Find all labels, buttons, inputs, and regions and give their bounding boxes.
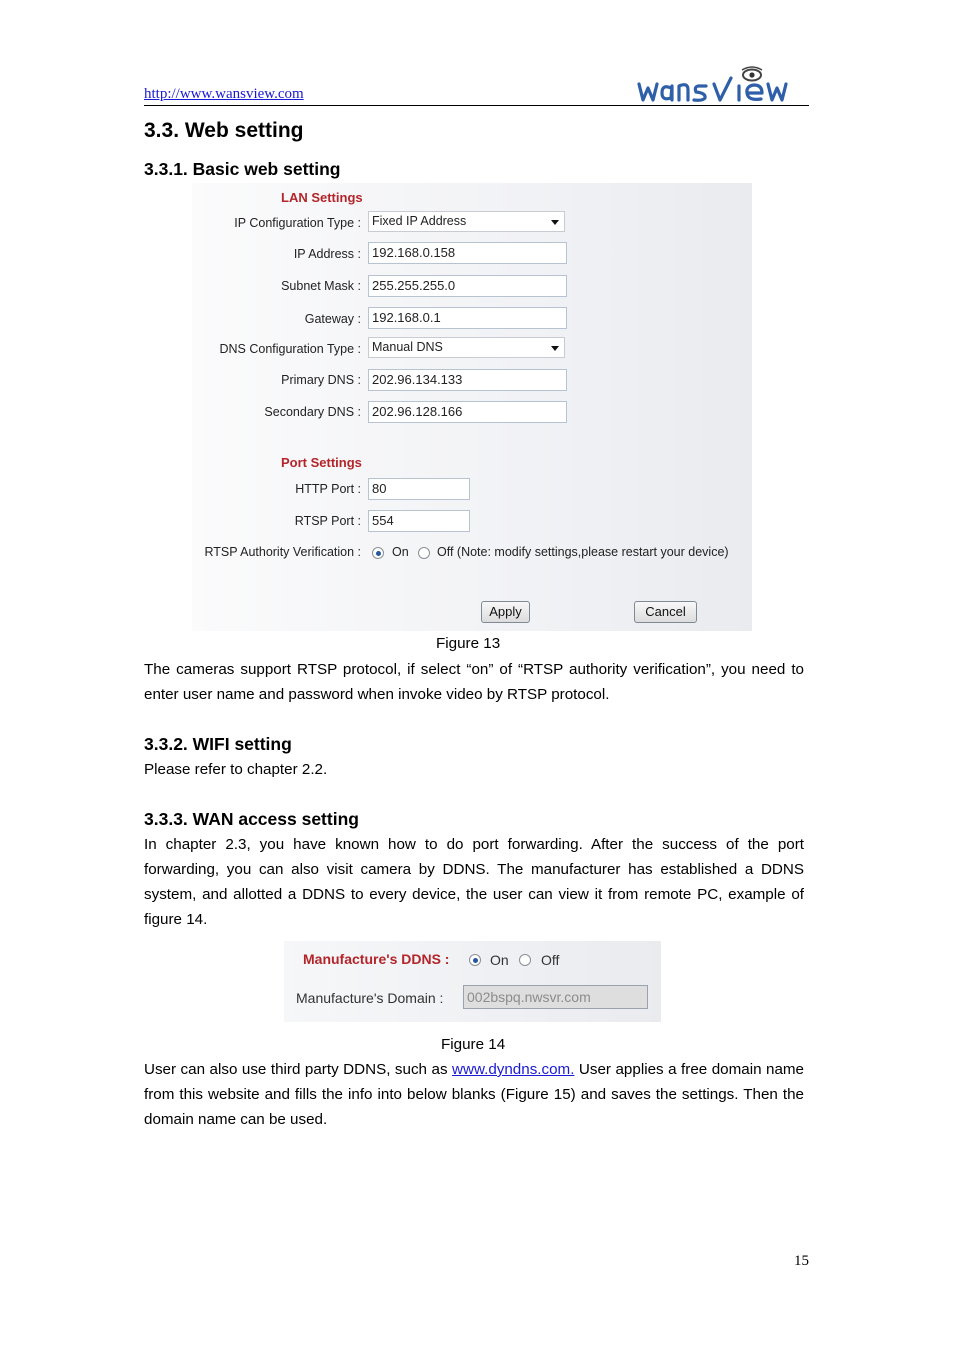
rtsp-auth-on-radio[interactable]: [372, 547, 384, 559]
http-port-label: HTTP Port :: [295, 482, 361, 496]
section-title: 3.3. Web setting: [144, 119, 304, 142]
manufacture-ddns-label: Manufacture's DDNS :: [303, 951, 450, 967]
dyndns-text-before: User can also use third party DDNS, such as: [144, 1061, 453, 1078]
wifi-paragraph: Please refer to chapter 2.2.: [144, 761, 328, 778]
ip-address-input[interactable]: 192.168.0.158: [368, 242, 567, 264]
dns-config-type-select[interactable]: [368, 337, 565, 358]
rtsp-auth-on-label: On: [392, 545, 409, 559]
subnet-mask-label: Subnet Mask :: [281, 279, 361, 293]
apply-button[interactable]: Apply: [481, 601, 530, 623]
figure14-ddns-panel: [284, 941, 661, 1022]
ip-config-type-value: Fixed IP Address: [372, 214, 467, 228]
chevron-down-icon: [551, 346, 559, 351]
wansview-logo: [636, 66, 808, 106]
header-rule: [144, 105, 809, 106]
lan-settings-title: LAN Settings: [281, 190, 363, 205]
gateway-input[interactable]: 192.168.0.1: [368, 307, 567, 329]
figure13-caption: Figure 13: [436, 635, 501, 652]
chevron-down-icon: [551, 220, 559, 225]
ip-config-type-label: IP Configuration Type :: [234, 216, 361, 230]
manufacture-domain-field: 002bspq.nwsvr.com: [463, 985, 648, 1009]
ip-config-type-select[interactable]: [368, 211, 565, 232]
subsection-wifi-title: 3.3.2. WIFI setting: [144, 734, 292, 754]
rtsp-port-input[interactable]: 554: [368, 510, 470, 532]
rtsp-paragraph: The cameras support RTSP protocol, if select “on” of “RTSP authority verification”, you need to enter user name and password when invoke video by RTSP protocol.: [144, 661, 804, 703]
header-url-link[interactable]: http://www.wansview.com: [144, 86, 304, 102]
dyndns-link[interactable]: www.dyndns.com.: [452, 1061, 575, 1078]
manufacture-domain-label: Manufacture's Domain :: [296, 990, 444, 1006]
rtsp-auth-label: RTSP Authority Verification :: [204, 545, 361, 559]
rtsp-auth-off-radio[interactable]: [418, 547, 430, 559]
subnet-mask-input[interactable]: 255.255.255.0: [368, 275, 567, 297]
primary-dns-label: Primary DNS :: [281, 373, 361, 387]
rtsp-auth-off-label: Off (Note: modify settings,please restart your device): [437, 545, 729, 559]
gateway-label: Gateway :: [304, 312, 361, 326]
secondary-dns-input[interactable]: 202.96.128.166: [368, 401, 567, 423]
wan-paragraph: In chapter 2.3, you have known how to do port forwarding. After the success of the port forwarding, you can also visit camera by DDNS. The manufacturer has established a DDNS system, and allotted a DDNS to every device, the user can view it from remote PC, example of figure 14.: [144, 836, 804, 928]
figure13-settings-panel: [192, 183, 752, 631]
ddns-off-radio[interactable]: [519, 954, 531, 966]
secondary-dns-label: Secondary DNS :: [264, 405, 361, 419]
eye-logo-icon: [636, 66, 808, 106]
subsection-wan-title: 3.3.3. WAN access setting: [144, 809, 359, 829]
port-settings-title: Port Settings: [281, 455, 362, 470]
dyndns-paragraph: [144, 1057, 804, 1132]
figure14-caption: Figure 14: [441, 1036, 506, 1053]
subsection-basic-title: 3.3.1. Basic web setting: [144, 159, 341, 179]
http-port-input[interactable]: 80: [368, 478, 470, 500]
rtsp-port-label: RTSP Port :: [294, 514, 361, 528]
page-number: 15: [794, 1253, 809, 1269]
dns-config-type-value: Manual DNS: [372, 340, 443, 354]
primary-dns-input[interactable]: 202.96.134.133: [368, 369, 567, 391]
dns-config-type-label: DNS Configuration Type :: [219, 342, 361, 356]
ip-address-label: IP Address :: [293, 247, 361, 261]
dyndns-text-after: User applies a free domain name from this website and fills the info into below blanks (Figure 15) and saves the settings. Then the domain name can be used.: [144, 1061, 804, 1128]
cancel-button[interactable]: Cancel: [634, 601, 697, 623]
ddns-on-radio[interactable]: [469, 954, 481, 966]
ddns-off-label: Off: [541, 952, 560, 968]
ddns-on-label: On: [490, 952, 509, 968]
